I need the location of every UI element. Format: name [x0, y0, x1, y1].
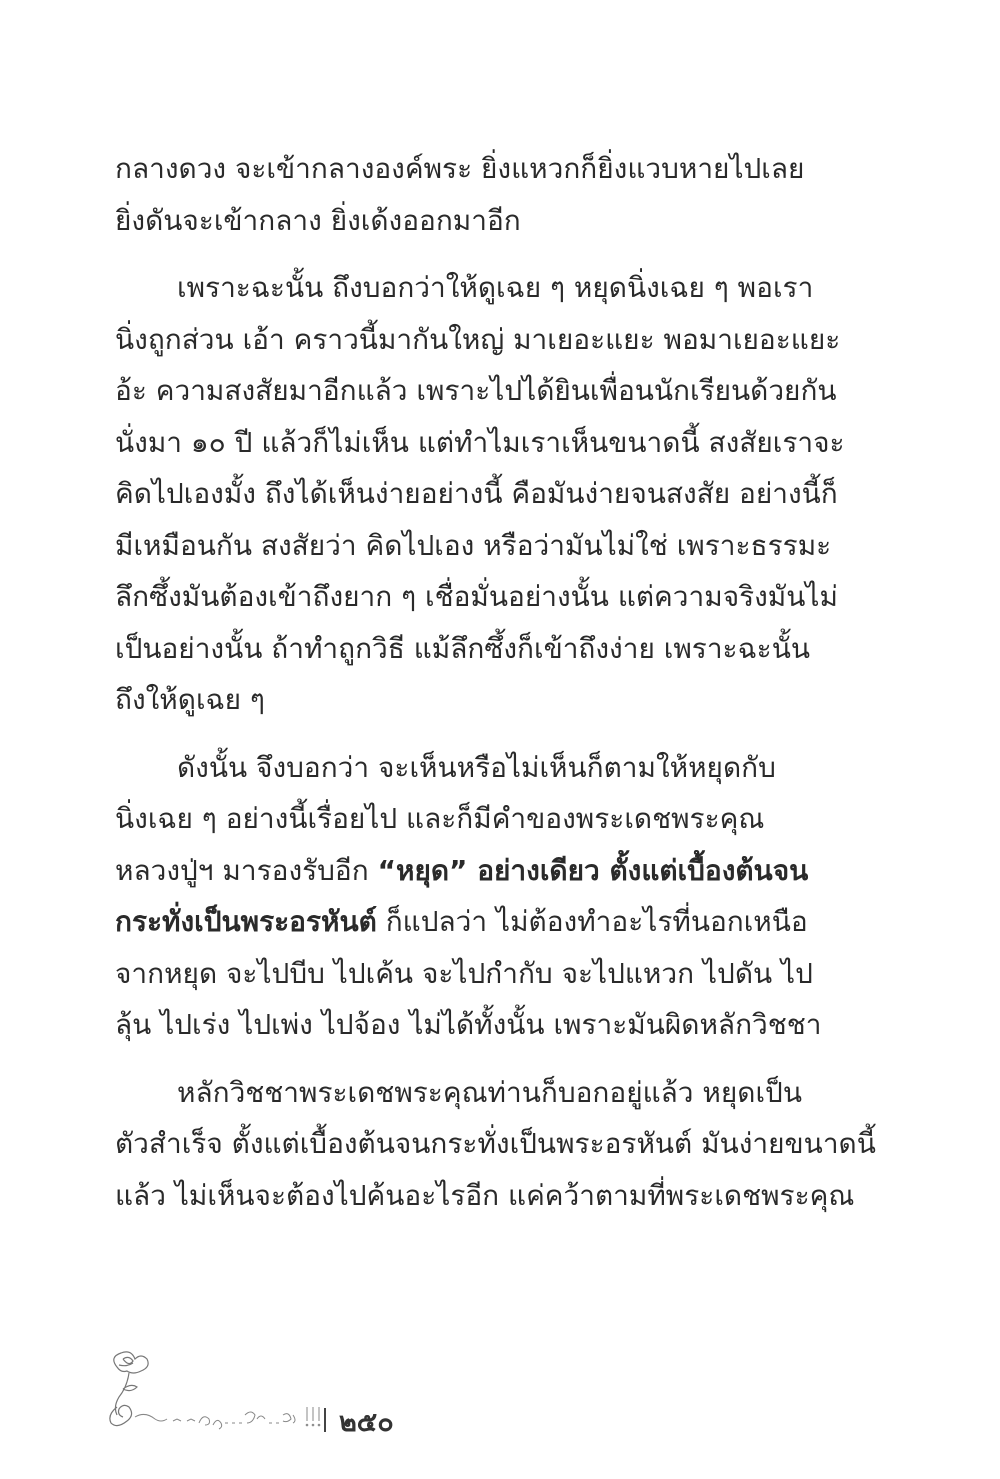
text-run: หลวงปู่ฯ มารองรับอีก	[115, 853, 378, 887]
text-line: จากหยุด จะไปบีบ ไปเค้น จะไปกำกับ จะไปแหวก ไปดัน ไป	[115, 956, 813, 990]
paragraph-2	[115, 262, 860, 726]
text-line: อ้ะ ความสงสัยมาอีกแล้ว เพราะไปได้ยินเพื่อนนักเรียนด้วยกัน	[115, 374, 837, 407]
emphasis-text: “หยุด” อย่างเดียว ตั้งแต่เบื้องต้นจน	[377, 853, 809, 887]
text-line: แล้ว ไม่เห็นจะต้องไปค้นอะไรอีก แค่คว้าตามที่พระเดชพระคุณ	[115, 1178, 855, 1212]
text-run: ก็แปลว่า ไม่ต้องทำอะไรที่นอกเหนือ	[376, 905, 808, 938]
text-line: ยิ่งดันจะเข้ากลาง ยิ่งเด้งออกมาอีก	[115, 203, 521, 237]
page-body	[115, 143, 876, 1221]
text-line: นั่งมา ๑๐ ปี แล้วก็ไม่เห็น แต่ทำไมเราเห็นขนาดนี้ สงสัยเราจะ	[115, 425, 845, 459]
paragraph-3	[115, 742, 860, 1051]
text-line: นิ่งถูกส่วน เอ้า คราวนี้มากันใหญ่ มาเยอะแยะ พอมาเยอะแยะ	[115, 322, 841, 356]
text-line	[115, 896, 860, 948]
emphasis-text: กระทั่งเป็นพระอรหันต์	[115, 905, 377, 938]
footer-divider	[324, 1408, 326, 1432]
paragraph-1	[115, 143, 860, 246]
text-line: ลึกซึ้งมันต้องเข้าถึงยาก ๆ เชื่อมั่นอย่างนั้น แต่ความจริงมันไม่	[115, 580, 838, 613]
text-line: กลางดวง จะเข้ากลางองค์พระ ยิ่งแหวกก็ยิ่งแวบหายไปเลย	[115, 152, 805, 185]
paragraph-4	[115, 1067, 876, 1222]
text-line: ตัวสำเร็จ ตั้งแต่เบื้องต้นจนกระทั่งเป็นพระอรหันต์ มันง่ายขนาดนี้	[115, 1127, 876, 1160]
text-line: นิ่งเฉย ๆ อย่างนี้เรื่อยไป และก็มีคำของพระเดชพระคุณ	[115, 802, 765, 835]
text-line: เพราะฉะนั้น ถึงบอกว่าให้ดูเฉย ๆ หยุดนิ่งเฉย ๆ พอเรา	[177, 271, 814, 304]
signature-logo	[95, 1345, 335, 1435]
text-line: ดังนั้น จึงบอกว่า จะเห็นหรือไม่เห็นก็ตามให้หยุดกับ	[177, 750, 776, 784]
text-line: หลักวิชชาพระเดชพระคุณท่านก็บอกอยู่แล้ว หยุดเป็น	[177, 1075, 802, 1109]
text-line: ลุ้น ไปเร่ง ไปเพ่ง ไปจ้อง ไม่ได้ทั้งนั้น เพราะมันผิดหลักวิชชา	[115, 1008, 822, 1041]
text-line: มีเหมือนกัน สงสัยว่า คิดไปเอง หรือว่ามันไม่ใช่ เพราะธรรมะ	[115, 528, 832, 562]
text-line: เป็นอย่างนั้น ถ้าทำถูกวิธี แม้ลึกซึ้งก็เข้าถึงง่าย เพราะฉะนั้น	[115, 631, 810, 665]
text-line: ถึงให้ดูเฉย ๆ	[115, 683, 265, 716]
page-number: ๒๕๐	[339, 1407, 394, 1438]
text-line	[115, 845, 860, 897]
text-line: คิดไปเองมั้ง ถึงได้เห็นง่ายอย่างนี้ คือมันง่ายจนสงสัย อย่างนี้ก็	[115, 477, 838, 510]
